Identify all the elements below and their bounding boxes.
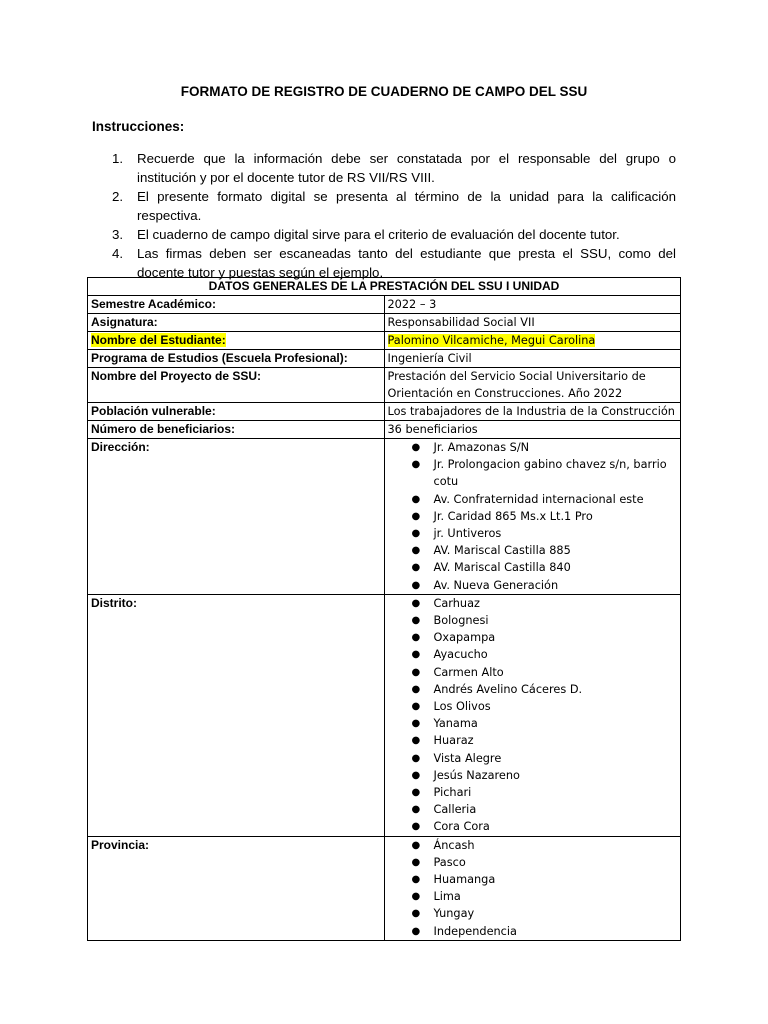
list-item-text: Jr. Prolongacion gabino chavez s/n, barrio cotu bbox=[433, 458, 667, 489]
list-item-text: AV. Mariscal Castilla 885 bbox=[433, 544, 571, 558]
instruction-item bbox=[92, 149, 676, 187]
instruction-number: 1. bbox=[112, 151, 124, 166]
list-item-text: Carhuaz bbox=[433, 596, 480, 610]
direccion-label: Dirección: bbox=[88, 439, 385, 595]
list-item bbox=[388, 801, 678, 818]
instruction-text: El presente formato digital se presenta al término de la unidad para la calificación respectiva. bbox=[137, 189, 676, 223]
instruction-number: 2. bbox=[112, 189, 124, 204]
bullet-icon: ● bbox=[411, 856, 421, 868]
list-item bbox=[388, 646, 678, 663]
table-row bbox=[88, 314, 681, 332]
list-item-text: Yanama bbox=[433, 717, 478, 731]
table-row bbox=[88, 350, 681, 368]
list-item bbox=[388, 698, 678, 715]
list-item bbox=[388, 508, 678, 525]
beneficiarios-label: Número de beneficiarios: bbox=[88, 421, 385, 439]
distrito-value bbox=[384, 594, 681, 836]
list-item-text: Pasco bbox=[433, 855, 466, 869]
list-item bbox=[388, 767, 678, 784]
list-item-text: Carmen Alto bbox=[433, 665, 504, 679]
bullet-icon: ● bbox=[411, 787, 421, 799]
poblacion-value: Los trabajadores de la Industria de la Construcción bbox=[384, 403, 681, 421]
instruction-text: El cuaderno de campo digital sirve para el criterio de evaluación del docente tutor. bbox=[137, 227, 620, 242]
list-item-text: Jr. Amazonas S/N bbox=[433, 441, 530, 454]
bullet-icon: ● bbox=[411, 718, 421, 730]
list-item-text: jr. Untiveros bbox=[433, 527, 502, 541]
proyecto-value: Prestación del Servicio Social Universitario de Orientación en Construcciones. Año 2022 bbox=[384, 368, 681, 403]
list-item bbox=[388, 664, 678, 681]
list-item-text: Huaraz bbox=[433, 734, 474, 748]
instructions-list bbox=[92, 149, 676, 282]
list-item bbox=[388, 750, 678, 767]
bullet-icon: ● bbox=[411, 666, 421, 678]
list-item-text: Vista Alegre bbox=[433, 751, 502, 765]
list-item-text: Independencia bbox=[433, 924, 517, 938]
list-item bbox=[388, 854, 678, 871]
list-item-text: Pichari bbox=[433, 786, 472, 800]
proyecto-label: Nombre del Proyecto de SSU: bbox=[88, 368, 385, 403]
list-item bbox=[388, 784, 678, 801]
bullet-icon: ● bbox=[411, 649, 421, 661]
semestre-label: Semestre Académico: bbox=[88, 296, 385, 314]
direccion-list bbox=[388, 439, 678, 594]
programa-label: Programa de Estudios (Escuela Profesional): bbox=[88, 350, 385, 368]
instructions-heading: Instrucciones: bbox=[92, 119, 185, 134]
estudiante-value: Palomino Vilcamiche, Megui Carolina bbox=[387, 334, 596, 347]
list-item bbox=[388, 681, 678, 698]
bullet-icon: ● bbox=[411, 925, 421, 937]
list-item bbox=[388, 837, 678, 854]
list-item-text: AV. Mariscal Castilla 840 bbox=[433, 561, 571, 575]
table-row bbox=[88, 439, 681, 595]
instruction-number: 3. bbox=[112, 227, 124, 242]
bullet-icon: ● bbox=[411, 597, 421, 609]
list-item-text: Los Olivos bbox=[433, 700, 491, 714]
bullet-icon: ● bbox=[411, 701, 421, 713]
table-row bbox=[88, 332, 681, 350]
bullet-icon: ● bbox=[411, 735, 421, 747]
general-data-table bbox=[87, 277, 681, 941]
estudiante-label: Nombre del Estudiante: bbox=[91, 333, 226, 347]
distrito-list bbox=[388, 595, 678, 836]
list-item-text: Jr. Caridad 865 Ms.x Lt.1 Pro bbox=[433, 509, 593, 523]
list-item-text: Ayacucho bbox=[433, 648, 488, 662]
programa-value: Ingeniería Civil bbox=[384, 350, 681, 368]
list-item-text: Áncash bbox=[433, 838, 475, 852]
list-item bbox=[388, 905, 678, 922]
bullet-icon: ● bbox=[411, 459, 421, 471]
provincia-label: Provincia: bbox=[88, 836, 385, 940]
beneficiarios-value: 36 beneficiarios bbox=[384, 421, 681, 439]
list-item-text: Huamanga bbox=[433, 873, 496, 887]
bullet-icon: ● bbox=[411, 804, 421, 816]
provincia-list bbox=[388, 837, 678, 940]
instruction-text: Recuerde que la información debe ser constatada por el responsable del grupo o institución y por el docente tutor de RS VII/RS VIII. bbox=[137, 151, 676, 185]
list-item bbox=[388, 542, 678, 559]
list-item-text: Av. Confraternidad internacional este bbox=[433, 492, 644, 506]
bullet-icon: ● bbox=[411, 874, 421, 886]
bullet-icon: ● bbox=[411, 891, 421, 903]
bullet-icon: ● bbox=[411, 752, 421, 764]
list-item bbox=[388, 525, 678, 542]
bullet-icon: ● bbox=[411, 632, 421, 644]
list-item bbox=[388, 818, 678, 835]
list-item-text: Cora Cora bbox=[433, 820, 490, 834]
asignatura-value: Responsabilidad Social VII bbox=[384, 314, 681, 332]
table-row bbox=[88, 368, 681, 403]
estudiante-value-cell bbox=[384, 332, 681, 350]
list-item-text: Av. Nueva Generación bbox=[433, 578, 559, 592]
table-row bbox=[88, 403, 681, 421]
bullet-icon: ● bbox=[411, 683, 421, 695]
bullet-icon: ● bbox=[411, 821, 421, 833]
provincia-value bbox=[384, 836, 681, 940]
list-item bbox=[388, 577, 678, 594]
distrito-label: Distrito: bbox=[88, 594, 385, 836]
instruction-number: 4. bbox=[112, 246, 124, 261]
list-item bbox=[388, 439, 678, 456]
list-item bbox=[388, 732, 678, 749]
list-item bbox=[388, 491, 678, 508]
list-item bbox=[388, 715, 678, 732]
list-item-text: Andrés Avelino Cáceres D. bbox=[433, 682, 583, 696]
estudiante-label-cell bbox=[88, 332, 385, 350]
bullet-icon: ● bbox=[411, 442, 421, 453]
bullet-icon: ● bbox=[411, 545, 421, 557]
instruction-item bbox=[92, 187, 676, 225]
list-item-text: Lima bbox=[433, 890, 461, 904]
bullet-icon: ● bbox=[411, 493, 421, 505]
bullet-icon: ● bbox=[411, 528, 421, 540]
bullet-icon: ● bbox=[411, 839, 421, 851]
asignatura-label: Asignatura: bbox=[88, 314, 385, 332]
table-header: DATOS GENERALES DE LA PRESTACIÓN DEL SSU I UNIDAD bbox=[88, 278, 681, 296]
table-row bbox=[88, 296, 681, 314]
table-row bbox=[88, 836, 681, 940]
list-item bbox=[388, 923, 678, 940]
list-item-text: Yungay bbox=[433, 907, 475, 921]
list-item bbox=[388, 888, 678, 905]
table-header-row bbox=[88, 278, 681, 296]
list-item bbox=[388, 559, 678, 576]
list-item-text: Bolognesi bbox=[433, 614, 489, 628]
list-item bbox=[388, 871, 678, 888]
table-row bbox=[88, 421, 681, 439]
direccion-value bbox=[384, 439, 681, 595]
semestre-value: 2022 – 3 bbox=[384, 296, 681, 314]
poblacion-label: Población vulnerable: bbox=[88, 403, 385, 421]
bullet-icon: ● bbox=[411, 908, 421, 920]
list-item-text: Jesús Nazareno bbox=[433, 768, 520, 782]
list-item bbox=[388, 629, 678, 646]
list-item-text: Oxapampa bbox=[433, 631, 496, 645]
list-item bbox=[388, 595, 678, 612]
instruction-item bbox=[92, 225, 676, 244]
list-item bbox=[388, 612, 678, 629]
bullet-icon: ● bbox=[411, 769, 421, 781]
bullet-icon: ● bbox=[411, 615, 421, 627]
list-item bbox=[388, 456, 678, 490]
list-item-text: Calleria bbox=[433, 803, 477, 817]
bullet-icon: ● bbox=[411, 510, 421, 522]
bullet-icon: ● bbox=[411, 579, 421, 591]
document-title: FORMATO DE REGISTRO DE CUADERNO DE CAMPO DEL SSU bbox=[180, 84, 588, 99]
bullet-icon: ● bbox=[411, 562, 421, 574]
instruction-text: Las firmas deben ser escaneadas tanto del estudiante que presta el SSU, como del docente tutor y puestas según el ejemplo. bbox=[137, 246, 676, 280]
table-row bbox=[88, 594, 681, 836]
